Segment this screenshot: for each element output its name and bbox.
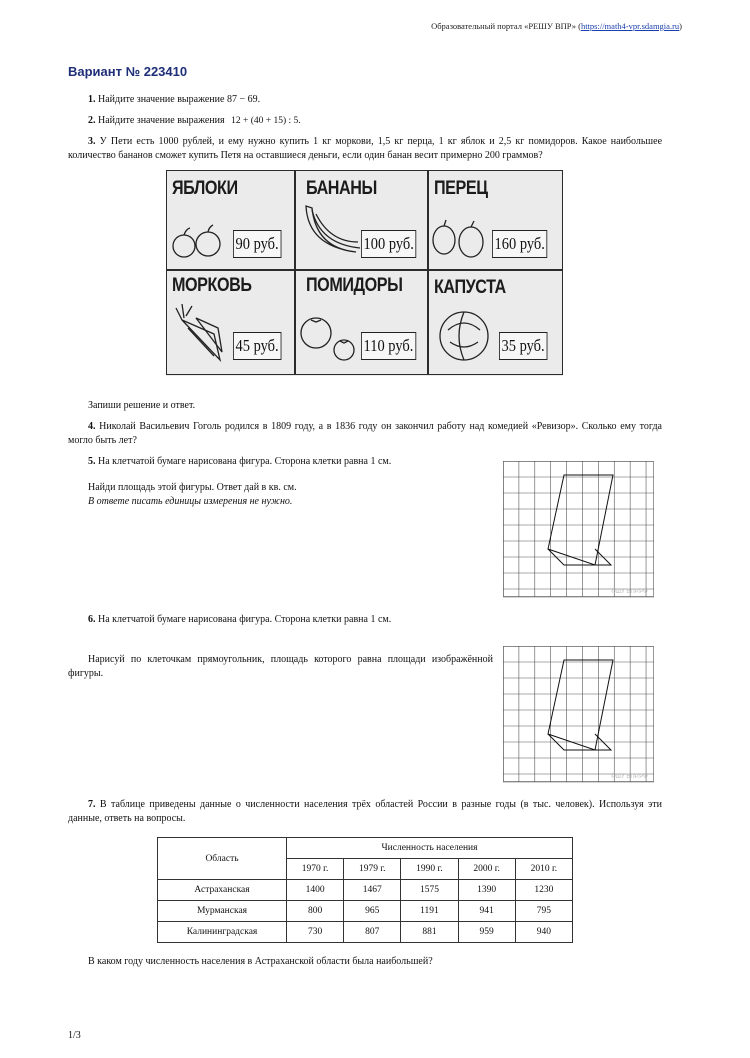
task-5-question: Найди площадь этой фигуры. Ответ дай в кв. см. — [88, 482, 297, 493]
task-5-note: В ответе писать единицы измерения не нужно. — [88, 496, 293, 507]
apple-icon — [173, 225, 220, 257]
table-year: 2010 г. — [515, 859, 572, 880]
variant-title: Вариант № 223410 — [68, 64, 188, 79]
grid-watermark: ©ШУ ВПР.РФ — [611, 589, 648, 595]
product-name: ПЕРЕЦ — [434, 178, 488, 199]
task-number: 3. — [88, 136, 96, 147]
grid-figure-1 — [503, 461, 655, 598]
table-cell: 940 — [515, 922, 572, 943]
table-cell: 941 — [458, 901, 515, 922]
pepper-icon — [433, 220, 483, 257]
task-7-question: В каком году численность населения в Астраханской области была наибольшей? — [88, 956, 433, 967]
task-text: На клетчатой бумаге нарисована фигура. Сторона клетки равна 1 см. — [98, 614, 392, 625]
population-table — [157, 837, 573, 943]
product-name: КАПУСТА — [434, 277, 506, 298]
table-cell: 730 — [287, 922, 344, 943]
table-cell: 800 — [287, 901, 344, 922]
table-cell: 965 — [344, 901, 401, 922]
table-cell: 881 — [401, 922, 458, 943]
table-cell: 959 — [458, 922, 515, 943]
table-region: Калининградская — [158, 922, 287, 943]
task-1 — [88, 93, 260, 107]
table-cell: 1191 — [401, 901, 458, 922]
task-3-instruction: Запиши решение и ответ. — [88, 400, 196, 411]
price-board-image — [166, 170, 563, 376]
price-tag: 45 руб. — [233, 332, 281, 360]
table-cell: 795 — [515, 901, 572, 922]
task-text: Найдите значение выражение 87 − 69. — [98, 94, 261, 105]
banana-icon — [306, 206, 360, 252]
table-header-group: Численность населения — [287, 838, 573, 859]
task-text: Николай Васильевич Гоголь родился в 1809 году, а в 1836 году он закончил работу над комедией «Ревизор». Сколько ему тогда могло быть лет? — [68, 421, 662, 446]
task-4 — [68, 420, 662, 448]
table-cell: 1390 — [458, 880, 515, 901]
table-row — [158, 901, 573, 922]
math-expression: 12 + (40 + 15) : 5. — [231, 116, 301, 126]
portal-link[interactable]: https://math4-vpr.sdamgia.ru — [580, 21, 680, 31]
task-2 — [88, 114, 301, 128]
task-number: 5. — [88, 456, 96, 467]
table-cell: 1400 — [287, 880, 344, 901]
table-row — [158, 922, 573, 943]
table-row — [158, 880, 573, 901]
cabbage-icon — [440, 312, 488, 360]
table-cell: 807 — [344, 922, 401, 943]
table-region: Астраханская — [158, 880, 287, 901]
task-text: В таблице приведены данные о численности населения трёх областей России в разные годы (в тыс. человек). Используя эти данные, ответь на вопросы. — [68, 799, 662, 824]
header-text-end: ) — [679, 21, 682, 31]
portal-header — [431, 21, 682, 31]
product-name: БАНАНЫ — [306, 178, 377, 199]
task-text: На клетчатой бумаге нарисована фигура. Сторона клетки равна 1 см. — [98, 456, 392, 467]
price-tag: 110 руб. — [361, 332, 416, 360]
tomato-icon — [301, 318, 354, 360]
table-year: 2000 г. — [458, 859, 515, 880]
price-tag: 35 руб. — [499, 332, 547, 360]
task-6-question: Нарисуй по клеточкам прямоугольник, площадь которого равна площади изображённой фигуры. — [68, 654, 493, 679]
product-name: МОРКОВЬ — [172, 275, 252, 296]
table-cell: 1230 — [515, 880, 572, 901]
task-6 — [88, 613, 391, 627]
table-cell: 1575 — [401, 880, 458, 901]
task-number: 6. — [88, 614, 96, 625]
price-tag: 100 руб. — [361, 230, 416, 258]
task-3 — [68, 135, 662, 163]
carrot-icon — [176, 304, 222, 360]
table-year: 1979 г. — [344, 859, 401, 880]
task-text: Найдите значение выражения — [98, 115, 225, 126]
header-text: Образовательный портал «РЕШУ ВПР» ( — [431, 21, 581, 31]
table-region: Мурманская — [158, 901, 287, 922]
grid-watermark: ©ШУ ВПР.РФ — [611, 774, 648, 780]
produce-drawings — [166, 170, 563, 376]
task-number: 7. — [88, 799, 96, 810]
product-name: ПОМИДОРЫ — [306, 275, 403, 296]
task-5 — [88, 455, 391, 469]
task-number: 4. — [88, 421, 96, 432]
task-text: У Пети есть 1000 рублей, и ему нужно купить 1 кг моркови, 1,5 кг перца, 1 кг яблок и 2,5 кг помидоров. Какое наибольшее количество бананов сможет купить Петя на оставшиеся деньги, если один банан весит примерно 200 граммов? — [68, 136, 663, 161]
price-tag: 90 руб. — [233, 230, 281, 258]
grid-figure-2 — [503, 646, 655, 783]
task-number: 2. — [88, 115, 96, 126]
task-7 — [68, 798, 662, 826]
task-number: 1. — [88, 94, 96, 105]
product-name: ЯБЛОКИ — [172, 178, 238, 199]
price-tag: 160 руб. — [492, 230, 547, 258]
page-number: 1/3 — [68, 1030, 81, 1041]
table-cell: 1467 — [344, 880, 401, 901]
table-year: 1970 г. — [287, 859, 344, 880]
table-header-region: Область — [158, 838, 287, 880]
table-year: 1990 г. — [401, 859, 458, 880]
